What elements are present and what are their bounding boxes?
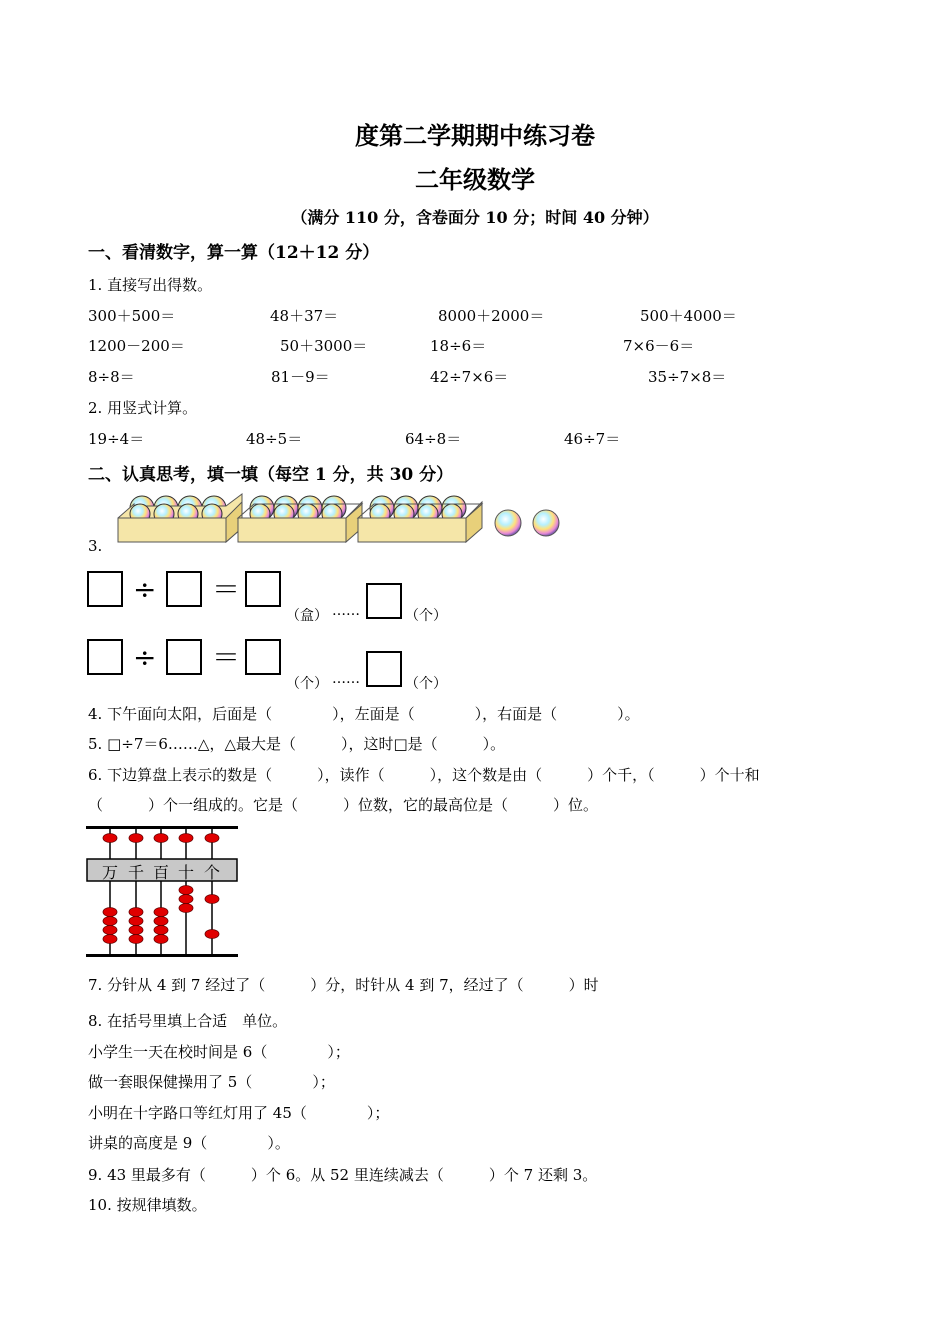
q5-text: 5. □÷7＝6……△，△最大是（ ），这时□是（ ）。 [88,735,506,753]
q9-text: 9. 43 里最多有（ ）个 6。从 52 里连续减去（ ）个 7 还剩 3。 [88,1166,598,1184]
lower-bead [179,895,193,904]
lower-bead [154,926,168,935]
q6-text-line1: 6. 下边算盘上表示的数是（ ），读作（ ），这个数是由（ ）个千，（ ）个十和 [88,766,760,784]
lower-bead [103,908,117,917]
balls-illustration [110,492,570,548]
lower-bead [129,926,143,935]
lower-bead [129,935,143,944]
answer-box[interactable] [166,571,202,607]
answer-box[interactable] [366,651,402,687]
answer-box[interactable] [166,639,202,675]
q2-item: 19÷4＝ [88,430,145,448]
q8-line: 讲桌的高度是 9（ ）。 [88,1134,290,1152]
lower-bead [154,908,168,917]
answer-box[interactable] [366,583,402,619]
unit-label: （个） [405,676,447,692]
abacus-label-bai: 百 [153,863,170,882]
answer-box[interactable] [87,639,123,675]
ball-box-icon [238,496,362,542]
q2-item: 48÷5＝ [246,430,303,448]
q8-label: 8. 在括号里填上合适 单位。 [88,1012,288,1030]
equals-sign: ＝ [212,573,241,606]
page-title: 度第二学期期中练习卷 [355,121,595,150]
q10-text: 10. 按规律填数。 [88,1196,207,1214]
remainder-dots: …… [332,671,360,687]
equals-sign: ＝ [212,641,241,674]
q8-line: 做一套眼保健操用了 5（ ）； [88,1073,335,1091]
upper-bead [205,834,219,843]
q3-label: 3. [88,537,103,555]
q1-item: 50＋3000＝ [280,337,368,355]
remainder-dots: …… [332,603,360,619]
q2-label: 2. 用竖式计算。 [88,399,198,417]
answer-box[interactable] [245,639,281,675]
q1-item: 35÷7×8＝ [648,368,727,386]
lower-bead [103,917,117,926]
lower-bead [179,886,193,895]
lower-bead [154,917,168,926]
q1-item: 8÷8＝ [88,368,135,386]
ball-box-icon [118,494,242,542]
q4-text: 4. 下午面向太阳，后面是（ ），左面是（ ），右面是（ ）。 [88,705,640,723]
q8-line: 小学生一天在校时间是 6（ ）； [88,1043,350,1061]
upper-bead [103,834,117,843]
q7-text: 7. 分针从 4 到 7 经过了（ ）分，时针从 4 到 7，经过了（ ）时 [88,976,599,994]
answer-box[interactable] [87,571,123,607]
divide-sign: ÷ [133,573,157,606]
q2-item: 64÷8＝ [405,430,462,448]
abacus-label-wan: 万 [102,863,119,882]
lower-bead [129,917,143,926]
ball-icon [533,510,559,536]
lower-bead [103,935,117,944]
upper-bead [129,834,143,843]
q2-item: 46÷7＝ [564,430,621,448]
ball-box-icon [358,496,482,542]
lower-bead [154,935,168,944]
abacus-label-shi: 十 [178,863,195,882]
unit-label: （个） [286,676,328,692]
q1-item: 48＋37＝ [270,307,339,325]
q1-item: 18÷6＝ [430,337,487,355]
score-note: （满分 110 分，含卷面分 10 分；时间 40 分钟） [291,208,659,227]
upper-bead [154,834,168,843]
abacus-label-qian: 千 [128,863,145,882]
divide-sign: ÷ [133,641,157,674]
section-1-heading: 一、看清数字，算一算（12＋12 分） [88,243,380,263]
unit-label: （盒） [286,608,328,624]
lower-bead [103,926,117,935]
abacus-label-ge: 个 [204,863,221,882]
q1-item: 1200－200＝ [88,337,185,355]
q1-item: 7×6－6＝ [623,337,695,355]
unit-label: （个） [405,608,447,624]
q1-item: 81－9＝ [271,368,330,386]
upper-bead [179,834,193,843]
q1-item: 500＋4000＝ [640,307,737,325]
lower-bead [205,895,219,904]
answer-box[interactable] [245,571,281,607]
section-2-heading: 二、认真思考，填一填（每空 1 分，共 30 分） [88,465,454,485]
abacus [86,826,238,958]
q1-item: 42÷7×6＝ [430,368,509,386]
lower-bead [129,908,143,917]
q8-line: 小明在十字路口等红灯用了 45（ ）； [88,1104,390,1122]
lower-bead [205,930,219,939]
page-subtitle: 二年级数学 [415,165,535,194]
q1-label: 1. 直接写出得数。 [88,276,213,294]
q6-text-line2: （ ）个一组成的。它是（ ）位数，它的最高位是（ ）位。 [88,796,599,814]
ball-icon [495,510,521,536]
q1-item: 8000＋2000＝ [438,307,545,325]
lower-bead [179,904,193,913]
q1-item: 300＋500＝ [88,307,176,325]
